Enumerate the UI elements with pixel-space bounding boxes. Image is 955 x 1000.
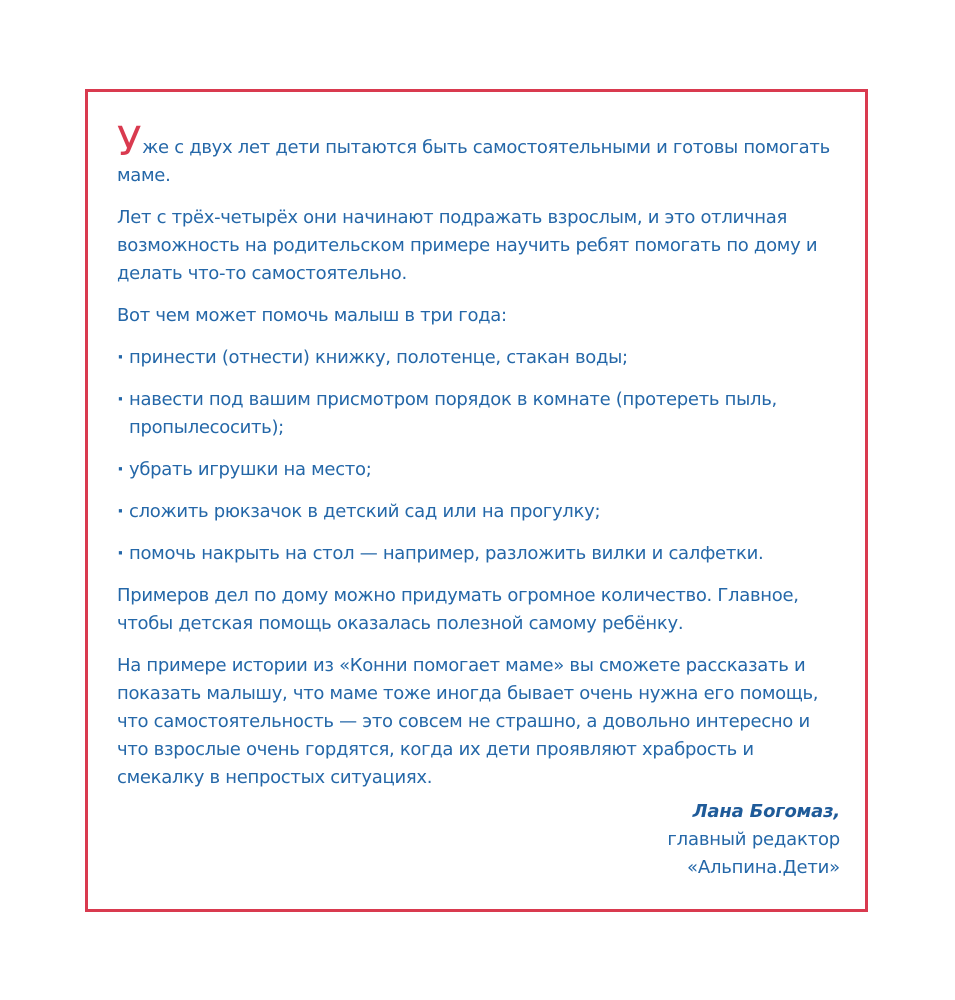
paragraph-list-intro: Вот чем может помочь малыш в три года: [117, 305, 507, 326]
help-tasks-list [117, 344, 837, 568]
list-item: · помочь накрыть на стол — например, разложить вилки и салфетки. [117, 540, 837, 568]
list-item: · сложить рюкзачок в детский сад или на прогулку; [117, 498, 837, 526]
paragraph-book-story: На примере истории из «Конни помогает маме» вы сможете рассказать и показать малышу, что маме тоже иногда бывает очень нужна его помощь, что самостоятельность — это совсем не страшно, а довольно интересно и что взрослые очень гордятся, когда их дети проявляют храбрость и смекалку в непростых ситуациях. [117, 655, 819, 788]
intro-paragraph [117, 119, 837, 190]
signature-name: Лана Богомаз, [692, 801, 840, 822]
paragraph-age-imitation: Лет с трёх-четырёх они начинают подражать взрослым, и это отличная возможность на родительском примере научить ребят помогать по дому и делать что-то самостоятельно. [117, 207, 818, 284]
paragraph-household-tasks: Примеров дел по дому можно придумать огромное количество. Главное, чтобы детская помощь оказалась полезной самому ребёнку. [117, 585, 799, 634]
intro-text: же с двух лет дети пытаются быть самостоятельными и готовы помогать маме. [117, 137, 830, 186]
signature-block [667, 798, 840, 882]
dropcap-letter: У [117, 119, 142, 165]
signature-org: «Альпина.Дети» [687, 857, 840, 878]
list-item: · убрать игрушки на место; [117, 456, 837, 484]
list-item: · навести под вашим присмотром порядок в комнате (протереть пыль, пропылесосить); [117, 386, 837, 442]
foreword-body [117, 119, 837, 806]
signature-role: главный редактор [667, 829, 840, 850]
list-item: · принести (отнести) книжку, полотенце, стакан воды; [117, 344, 837, 372]
